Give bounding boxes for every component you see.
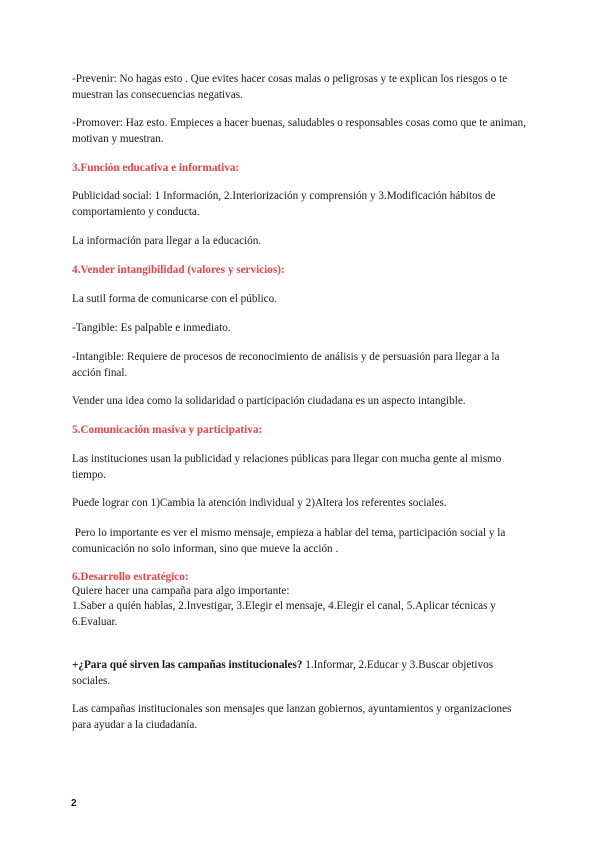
paragraph-publicidad-social: Publicidad social: 1 Información, 2.Interiorización y comprensión y 3.Modificación hábitos de comportamiento y conducta. xyxy=(72,190,496,218)
paragraph-puede-lograr: Puede lograr con 1)Cambia la atención individual y 2)Altera los referentes sociales. xyxy=(72,497,447,509)
paragraph-pero: Pero lo importante es ver el mismo mensaje, empieza a hablar del tema, participación social y la comunicación no solo informan, sino que mueve la acción . xyxy=(72,527,509,555)
paragraph-promover: -Promover: Haz esto. Empieces a hacer buenas, saludables o responsables cosas como que te animan, motivan y muestran. xyxy=(72,117,526,145)
heading-desarrollo-estrategico: 6.Desarrollo estratégico: xyxy=(72,571,189,583)
paragraph-pasos: 1.Saber a quién hablas, 2.Investigar, 3.Elegir el mensaje, 4.Elegir el canal, 5.Aplicar técnicas y 6.Evaluar. xyxy=(72,600,496,628)
paragraph-para-que xyxy=(72,658,530,689)
paragraph-vender-idea: Vender una idea como la solidaridad o participación ciudadana es un aspecto intangible. xyxy=(72,395,466,407)
paragraph-instituciones: Las instituciones usan la publicidad y relaciones públicas para llegar con mucha gente al mismo tiempo. xyxy=(72,453,502,481)
heading-funcion-educativa: 3.Función educativa e informativa: xyxy=(72,162,240,174)
heading-comunicacion-masiva: 5.Comunicación masiva y participativa: xyxy=(72,424,263,436)
paragraph-tangible: -Tangible: Es palpable e inmediato. xyxy=(72,322,231,334)
paragraph-prevenir: -Prevenir: No hagas esto . Que evites hacer cosas malas o peligrosas y te explican los riesgos o te muestran las consecuencias negativas. xyxy=(72,73,508,101)
para-que-answer: 1.Informar, 2.Educar y 3.Buscar objetivos sociales. xyxy=(72,659,494,687)
heading-vender-intangibilidad: 4.Vender intangibilidad (valores y servicios): xyxy=(72,264,285,276)
paragraph-intangible: -Intangible: Requiere de procesos de reconocimiento de análisis y de persuasión para llegar a la acción final. xyxy=(72,351,500,379)
paragraph-quiere: Quiere hacer una campaña para algo importante: xyxy=(72,585,290,597)
paragraph-campanas: Las campañas institucionales son mensajes que lanzan gobiernos, ayuntamientos y organizaciones para ayudar a la ciudadanía. xyxy=(72,703,512,731)
paragraph-sutil: La sutil forma de comunicarse con el público. xyxy=(72,293,278,305)
para-que-question: +¿Para qué sirven las campañas institucionales? xyxy=(72,659,303,671)
page-number: 2 xyxy=(71,798,77,809)
paragraph-informacion: La información para llegar a la educación. xyxy=(72,235,262,247)
